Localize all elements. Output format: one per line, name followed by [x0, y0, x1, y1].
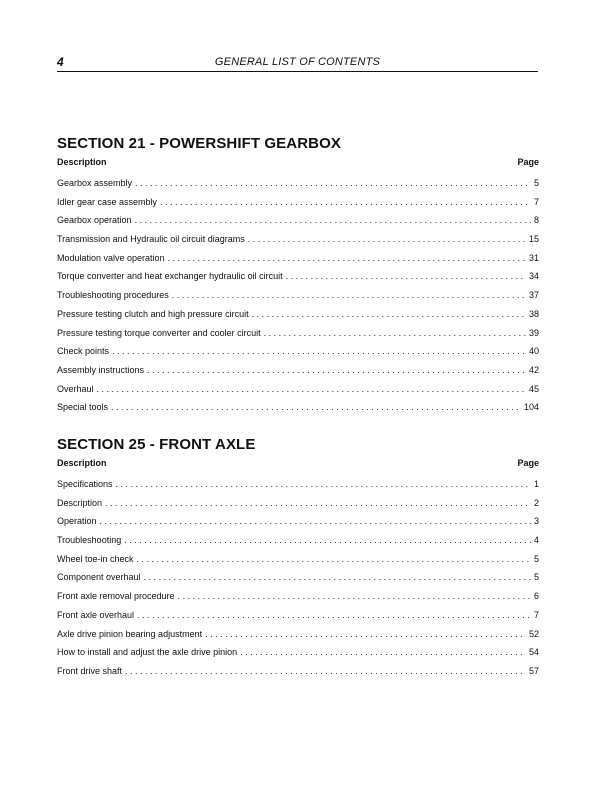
toc-entry	[57, 270, 539, 289]
toc-entry-label: Gearbox operation	[57, 215, 132, 226]
dot-leader	[205, 628, 526, 640]
toc-entry-label: Special tools	[57, 402, 109, 413]
column-headers	[57, 457, 539, 469]
toc-entry-page: 38	[528, 308, 539, 319]
toc-entry-page: 3	[533, 516, 539, 527]
toc-entry	[57, 553, 539, 572]
description-column-header: Description	[57, 157, 107, 167]
toc-entry	[57, 327, 539, 346]
dot-leader	[105, 497, 531, 509]
dot-leader	[240, 646, 526, 658]
dot-leader	[172, 289, 526, 301]
toc-entry	[57, 497, 539, 516]
toc-entry-page: 5	[533, 572, 539, 583]
toc-entry-page: 1	[533, 479, 539, 489]
toc-entry-label: How to install and adjust the axle drive pinion	[57, 647, 238, 658]
dot-leader	[124, 534, 531, 546]
dot-leader	[264, 327, 526, 339]
dot-leader	[168, 252, 526, 264]
toc-entry-page: 104	[523, 402, 539, 413]
toc-entry	[57, 590, 539, 609]
dot-leader	[137, 553, 531, 565]
toc-entry	[57, 196, 539, 215]
toc-entry-label: Troubleshooting	[57, 535, 122, 546]
toc-entry	[57, 252, 539, 271]
dot-leader	[125, 665, 526, 677]
toc-entry-page: 52	[528, 628, 539, 639]
toc-entry-label: Idler gear case assembly	[57, 196, 158, 207]
dot-leader	[111, 401, 521, 413]
toc-entry	[57, 609, 539, 628]
running-title: GENERAL LIST OF CONTENTS	[214, 56, 381, 68]
description-column-header: Description	[57, 458, 107, 468]
toc-entry-page: 7	[533, 609, 539, 620]
dot-leader	[116, 478, 531, 490]
toc-entry-label: Front drive shaft	[57, 665, 123, 676]
toc-list	[57, 177, 539, 420]
dot-leader	[100, 515, 531, 527]
toc-entry	[57, 233, 539, 252]
toc-entry	[57, 628, 539, 647]
column-headers	[57, 156, 539, 168]
toc-entry	[57, 515, 539, 534]
dot-leader	[160, 196, 531, 208]
dot-leader	[178, 590, 531, 602]
page-column-header: Page	[517, 458, 539, 468]
toc-entry-page: 15	[528, 234, 539, 245]
toc-entry-label: Check points	[57, 346, 110, 357]
toc-entry-page: 45	[528, 383, 539, 394]
toc-entry-page: 42	[528, 364, 539, 375]
toc-entry	[57, 308, 539, 327]
toc-entry-label: Pressure testing clutch and high pressure circuit	[57, 308, 249, 319]
toc-entry-label: Specifications	[57, 479, 113, 489]
toc-entry-page: 57	[528, 665, 539, 676]
section-21	[57, 134, 539, 420]
dot-leader	[147, 364, 526, 376]
toc-entry-page: 39	[528, 327, 539, 338]
toc-entry-label: Torque converter and heat exchanger hydraulic oil circuit	[57, 271, 283, 282]
toc-entry	[57, 665, 539, 684]
page-header	[57, 55, 538, 72]
toc-entry-page: 8	[533, 215, 539, 226]
toc-entry-page: 5	[533, 178, 539, 188]
toc-entry-label: Component overhaul	[57, 572, 141, 583]
toc-entry	[57, 289, 539, 308]
toc-entry-label: Axle drive pinion bearing adjustment	[57, 628, 203, 639]
toc-entry-page: 37	[528, 290, 539, 301]
toc-entry	[57, 214, 539, 233]
page-number: 4	[57, 55, 64, 69]
toc-entry-page: 4	[533, 535, 539, 546]
dot-leader	[248, 233, 526, 245]
toc-entry	[57, 364, 539, 383]
toc-entry-page: 5	[533, 553, 539, 564]
dot-leader	[252, 308, 526, 320]
toc-entry-label: Transmission and Hydraulic oil circuit diagrams	[57, 234, 245, 245]
toc-entry-label: Modulation valve operation	[57, 252, 165, 263]
toc-entry	[57, 345, 539, 364]
toc-entry-label: Wheel toe-in check	[57, 553, 134, 564]
toc-entry-label: Description	[57, 497, 103, 508]
dot-leader	[137, 609, 531, 621]
toc-entry	[57, 383, 539, 402]
toc-entry-label: Operation	[57, 516, 97, 527]
toc-entry-label: Assembly instructions	[57, 364, 145, 375]
toc-entry-page: 2	[533, 497, 539, 508]
toc-entry	[57, 478, 539, 497]
toc-entry	[57, 534, 539, 553]
toc-entry-label: Front axle removal procedure	[57, 591, 175, 602]
toc-entry	[57, 646, 539, 665]
toc-entry-label: Pressure testing torque converter and cooler circuit	[57, 327, 261, 338]
toc-list	[57, 478, 539, 684]
dot-leader	[135, 214, 531, 226]
toc-entry-page: 7	[533, 196, 539, 207]
toc-entry-label: Troubleshooting procedures	[57, 290, 169, 301]
dot-leader	[97, 383, 526, 395]
dot-leader	[286, 270, 526, 282]
toc-entry	[57, 571, 539, 590]
toc-entry-page: 6	[533, 591, 539, 602]
dot-leader	[144, 571, 531, 583]
toc-entry	[57, 401, 539, 420]
toc-entry-page: 40	[528, 346, 539, 357]
dot-leader	[135, 177, 531, 189]
toc-entry-page: 31	[528, 252, 539, 263]
toc-entry-page: 34	[528, 271, 539, 282]
toc-entry-page: 54	[528, 647, 539, 658]
section-title: SECTION 25 - FRONT AXLE	[57, 436, 256, 453]
section-title: SECTION 21 - POWERSHIFT GEARBOX	[57, 135, 341, 152]
toc-entry-label: Front axle overhaul	[57, 609, 135, 620]
section-25	[57, 435, 539, 684]
page-column-header: Page	[517, 157, 539, 167]
toc-entry-label: Overhaul	[57, 383, 94, 394]
dot-leader	[112, 345, 526, 357]
toc-entry	[57, 177, 539, 196]
toc-entry-label: Gearbox assembly	[57, 178, 133, 188]
